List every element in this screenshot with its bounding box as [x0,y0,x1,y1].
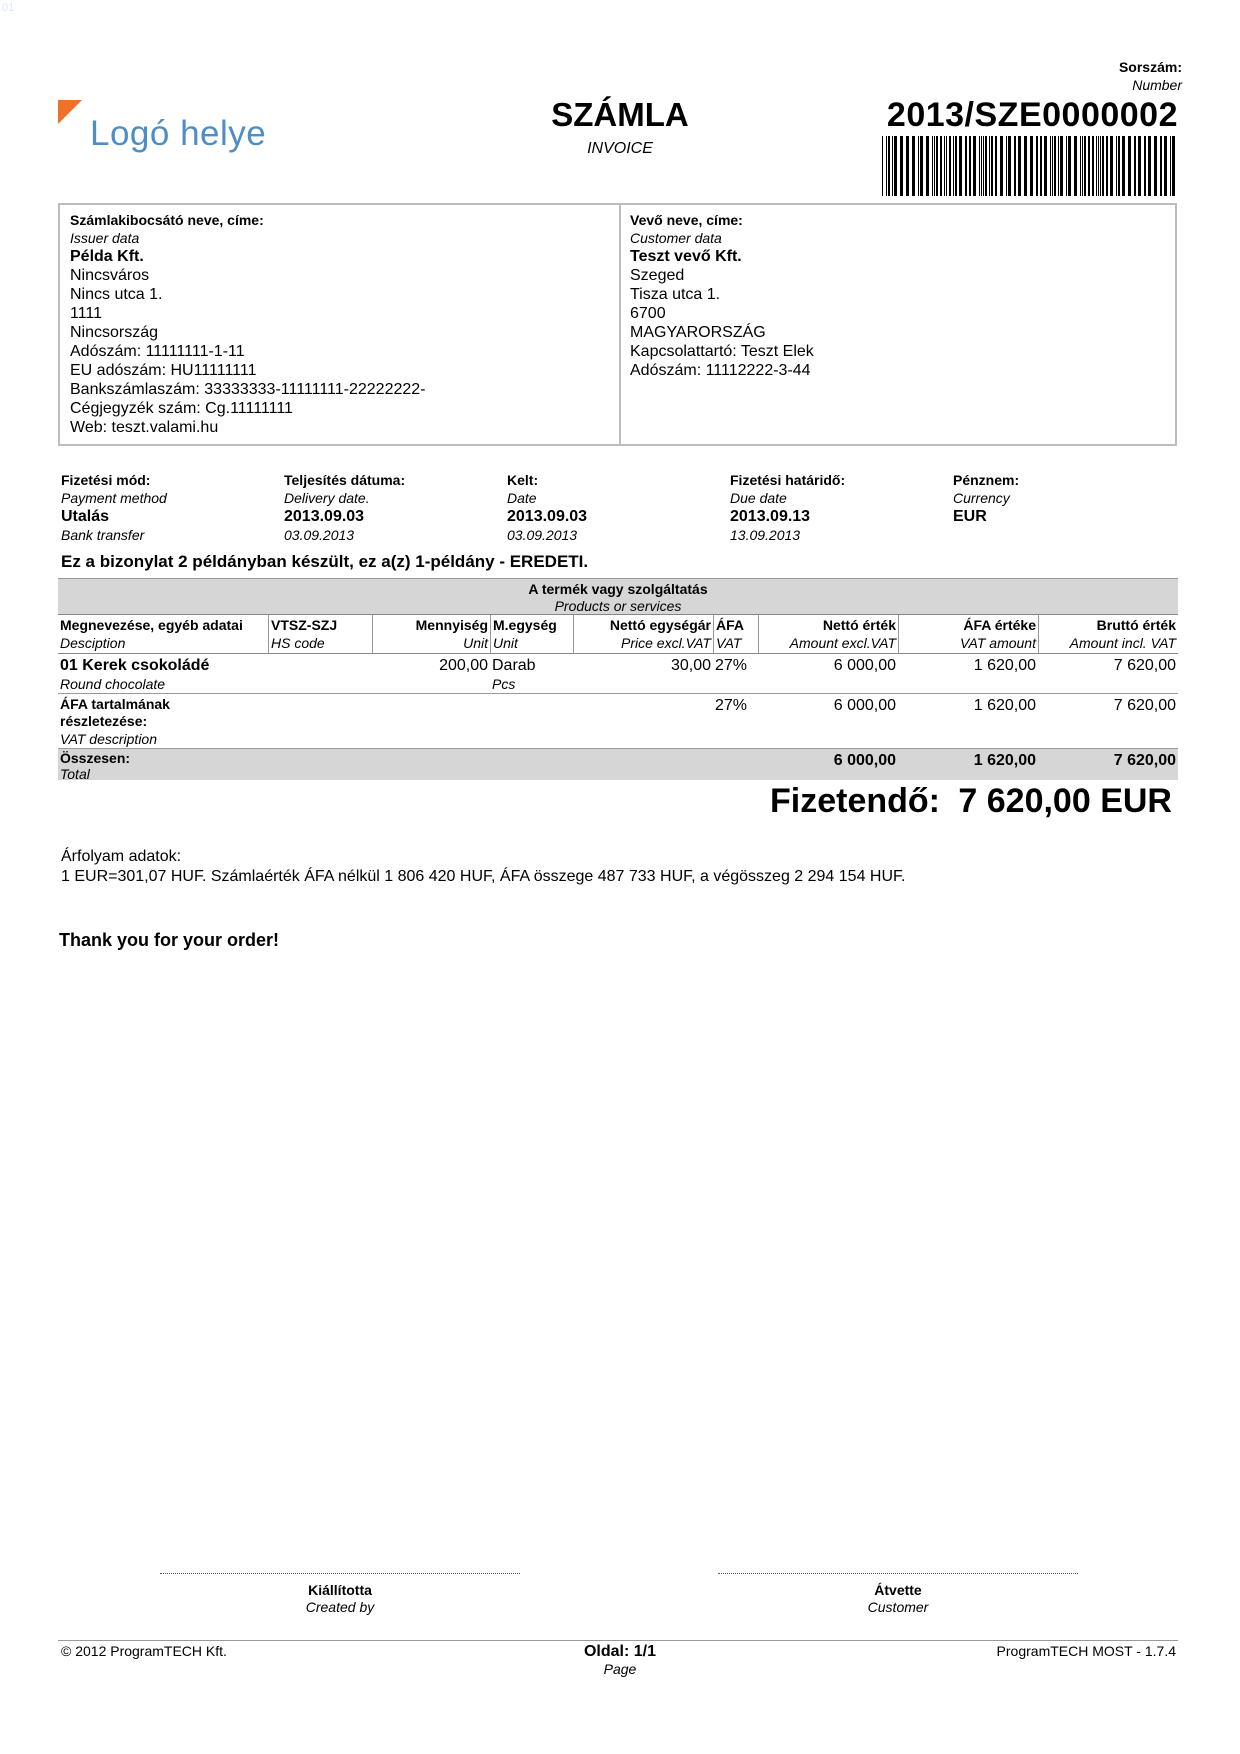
issuer-line: Cégjegyzék szám: Cg.11111111 [70,400,293,417]
page-sub: Page [603,1661,637,1677]
col-header-unit [490,615,573,653]
vat-breakdown-row [58,694,1178,748]
item-unit-label: Darab [492,657,536,674]
col-label: Bruttó érték [1096,617,1176,633]
item-unit [490,654,573,693]
total-label [58,749,258,780]
info-value: EUR [953,508,987,525]
issuer-line: 1111 [70,305,103,322]
signature-customer [718,1573,1078,1616]
item-name-sub: Round chocolate [60,676,166,692]
col-sub: Amount excl.VAT [789,635,896,651]
logo-text: Logó helye [90,114,267,153]
customer-name: Teszt vevő Kft. [630,248,742,265]
footer-page [530,1643,710,1678]
number-label-sub: Number [1132,77,1182,93]
signature-label: Átvette [874,1582,922,1598]
col-sub: Unit [493,635,518,651]
col-header-quantity [372,615,490,653]
document-title: SZÁMLA [551,96,689,133]
total-title: Összesen: [60,750,131,766]
col-label: M.egység [493,617,557,633]
vat-breakdown-title: ÁFA tartalmának részletezése: [60,696,170,729]
col-label: Megnevezése, egyéb adatai [60,617,243,633]
document-subtitle: INVOICE [587,140,653,157]
footer-version: ProgramTECH MOST - 1.7.4 [996,1643,1176,1659]
info-value: Utalás [61,508,110,525]
customer-line: Kapcsolattartó: Teszt Elek [630,343,814,360]
col-header-net [758,615,898,653]
customer-line: Tisza utca 1. [630,286,721,303]
col-sub: VAT amount [959,635,1036,651]
item-vat-rate: 27% [715,657,748,674]
issuer-line: Bankszámlaszám: 33333333-11111111-22222222- [70,381,426,398]
payable-amount: 7 620,00 EUR [958,782,1172,820]
logo [58,100,298,160]
thank-you-note: Thank you for your order! [59,930,280,950]
info-delivery-date [284,471,504,544]
info-value: 2013.09.03 [284,508,365,525]
total-sub: Total [60,766,90,782]
signature-line [160,1573,520,1582]
customer-line: Adószám: 11112222-3-44 [630,362,811,379]
info-value-sub: 03.09.2013 [507,527,578,543]
col-header-vat [898,615,1038,653]
copy-note: Ez a bizonylat 2 példányban készült, ez a(z) 1-példány - EREDETI. [61,552,589,571]
info-label-sub: Currency [953,490,1010,506]
item-vat: 1 620,00 [973,657,1036,674]
info-label: Fizetési mód: [61,472,151,488]
issuer-heading: Számlakibocsátó neve, címe: [70,212,264,228]
footer-copyright: © 2012 ProgramTECH Kft. [61,1643,227,1659]
parties-divider [619,205,621,444]
vat-breakdown-sub: VAT description [60,731,158,747]
item-gross: 7 620,00 [1113,657,1176,674]
table-header-row [58,614,1178,654]
col-label: ÁFA [716,617,744,633]
info-value: 2013.09.13 [730,508,811,525]
total-gross: 7 620,00 [1113,752,1176,769]
info-label-sub: Due date [730,490,787,506]
vat-breakdown-rate: 27% [715,697,748,714]
info-label: Kelt: [507,472,539,488]
table-group-header [58,578,1178,614]
issuer-line: Web: teszt.valami.hu [70,419,219,436]
customer-block [630,211,814,380]
customer-heading-sub: Customer data [630,230,722,246]
info-value-sub: 03.09.2013 [284,527,355,543]
info-payment-method [61,471,281,544]
info-label: Fizetési határidő: [730,472,846,488]
barcode-icon [882,136,1178,196]
col-header-description [58,615,268,653]
total-row [58,748,1178,780]
col-label: Nettó egységár [609,617,711,633]
total-net: 6 000,00 [833,752,896,769]
issuer-line: Adószám: 11111111-1-11 [70,343,245,360]
vat-breakdown-vat: 1 620,00 [973,697,1036,714]
footer-divider [58,1640,1178,1641]
total-vat: 1 620,00 [973,752,1036,769]
invoice-number: 2013/SZE0000002 [886,96,1178,134]
issuer-heading-sub: Issuer data [70,230,140,246]
issuer-line: Nincs utca 1. [70,286,163,303]
info-value: 2013.09.03 [507,508,588,525]
item-unit-sub: Pcs [492,676,516,692]
col-sub: HS code [271,635,325,651]
signature-line [718,1573,1078,1582]
signature-label: Kiállította [308,1582,372,1598]
issuer-line: Nincsváros [70,267,150,284]
number-label: Sorszám: [1118,59,1182,75]
exchange-text: 1 EUR=301,07 HUF. Számlaérték ÁFA nélkül 1 806 420 HUF, ÁFA összege 487 733 HUF, a végösszeg 2 294 154 HUF. [61,868,906,885]
col-header-gross [1038,615,1178,653]
customer-line: MAGYARORSZÁG [630,324,766,341]
issuer-block [70,211,426,437]
info-currency [953,471,1173,526]
col-sub: Amount incl. VAT [1069,635,1176,651]
logo-triangle-icon [58,100,82,124]
customer-heading: Vevő neve, címe: [630,212,743,228]
signature-created-by [160,1573,520,1616]
col-header-unit-price [573,615,713,653]
col-label: Mennyiség [415,617,488,633]
exchange-label: Árfolyam adatok: [61,848,182,865]
payable-label: Fizetendő: [770,782,940,820]
vat-breakdown-net: 6 000,00 [833,697,896,714]
info-label: Teljesítés dátuma: [284,472,406,488]
col-header-hs-code [268,615,372,653]
info-label-sub: Date [507,490,537,506]
info-label: Pénznem: [953,472,1020,488]
col-label: VTSZ-SZJ [271,617,338,633]
item-description [58,654,372,693]
parties-box [58,203,1177,446]
col-label: Nettó érték [822,617,896,633]
signature-sub: Created by [305,1599,375,1615]
table-row [58,654,1178,694]
vat-breakdown-label [58,694,258,748]
info-value-sub: Bank transfer [61,527,145,543]
page-number: Oldal: 1/1 [583,1643,657,1660]
col-sub: Unit [463,635,488,651]
issuer-line: Nincsország [70,324,159,341]
signature-sub: Customer [867,1599,929,1615]
item-quantity: 200,00 [439,657,488,674]
item-unit-price: 30,00 [670,657,711,674]
col-sub: Price excl.VAT [621,635,711,651]
group-title-sub: Products or services [554,598,682,614]
items-table [58,578,1178,780]
customer-line: Szeged [630,267,685,284]
issuer-name: Példa Kft. [70,248,144,265]
info-date [507,471,727,544]
item-net: 6 000,00 [833,657,896,674]
customer-line: 6700 [630,305,666,322]
col-header-vat-rate [713,615,758,653]
issuer-line: EU adószám: HU11111111 [70,362,257,379]
item-name: 01 Kerek csokoládé [60,657,210,674]
group-title: A termék vagy szolgáltatás [528,581,708,597]
col-sub: VAT [716,635,742,651]
corner-mark: 01 [2,2,15,14]
info-value-sub: 13.09.2013 [730,527,801,543]
info-label-sub: Delivery date. [284,490,370,506]
col-label: ÁFA értéke [963,617,1036,633]
vat-breakdown-gross: 7 620,00 [1113,697,1176,714]
col-sub: Desciption [60,635,126,651]
info-label-sub: Payment method [61,490,167,506]
info-due-date [730,471,950,544]
